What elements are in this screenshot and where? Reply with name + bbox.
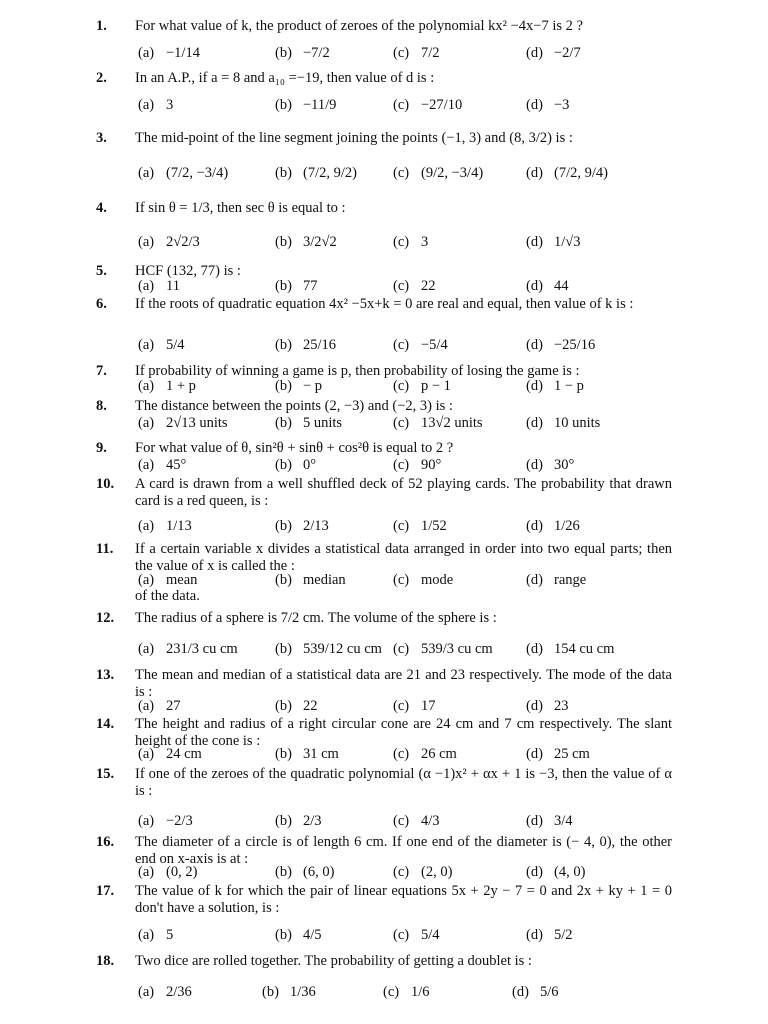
option-label: (a)	[138, 457, 155, 473]
question-number: 15.	[96, 766, 115, 782]
option-label: (b)	[275, 572, 292, 588]
option-a[interactable]	[138, 378, 196, 395]
option-label: (a)	[138, 864, 155, 880]
question-number: 13.	[96, 667, 115, 683]
question-text: If sin θ = 1/3, then sec θ is equal to :	[135, 200, 346, 216]
option-label: (d)	[526, 457, 543, 473]
question-number: 5.	[96, 263, 107, 279]
option-label: (d)	[526, 572, 543, 588]
option-value: (4, 0)	[554, 864, 586, 880]
option-d[interactable]	[526, 804, 573, 838]
option-value: 13√2 units	[421, 415, 483, 431]
option-value: median	[303, 572, 346, 588]
option-a[interactable]	[138, 804, 193, 838]
question-text: The value of k for which the pair of linear equations 5x + 2y − 7 = 0 and 2x + ky + 1 = 0 don't have a solution, is :	[135, 883, 672, 916]
option-d[interactable]	[526, 328, 595, 362]
option-label: (d)	[526, 336, 543, 353]
option-label: (d)	[526, 812, 543, 829]
option-a[interactable]	[138, 415, 228, 432]
option-b[interactable]	[275, 378, 322, 395]
option-c[interactable]	[393, 918, 440, 952]
option-value: 1/√3	[554, 233, 581, 250]
option-b[interactable]	[275, 864, 334, 881]
question-number: 16.	[96, 834, 115, 850]
option-label: (b)	[275, 457, 292, 473]
option-value: (7/2, 9/4)	[554, 164, 608, 181]
option-a[interactable]	[138, 632, 238, 666]
option-label: (d)	[526, 640, 543, 657]
option-label: (a)	[138, 572, 155, 588]
option-c[interactable]	[393, 156, 483, 190]
option-value: −3	[554, 96, 570, 113]
option-c[interactable]	[393, 746, 457, 763]
option-value: −27/10	[421, 96, 463, 113]
question-number: 1.	[96, 18, 107, 34]
question-text: The height and radius of a right circular cone are 24 cm and 7 cm respectively. The slant height of the cone is :	[135, 716, 672, 749]
option-value: 3	[421, 233, 429, 250]
option-c[interactable]	[393, 225, 428, 259]
option-c[interactable]	[393, 864, 452, 881]
question-number: 12.	[96, 610, 115, 626]
question-text: Two dice are rolled together. The probability of getting a doublet is :	[135, 953, 532, 969]
option-value: 2√13 units	[166, 415, 228, 431]
option-c[interactable]	[393, 328, 448, 362]
option-label: (a)	[138, 233, 155, 250]
option-label: (c)	[393, 44, 410, 61]
option-label: (c)	[393, 926, 410, 943]
option-label: (d)	[526, 164, 543, 181]
option-b[interactable]	[275, 509, 329, 543]
option-value: −1/14	[166, 44, 200, 61]
option-value: 5/2	[554, 926, 573, 943]
option-label: (d)	[526, 415, 543, 431]
option-label: (b)	[275, 96, 292, 113]
option-label: (c)	[393, 517, 410, 534]
option-c[interactable]	[393, 415, 483, 432]
option-value: 5/6	[540, 983, 559, 1000]
option-value: 5 units	[303, 415, 343, 431]
option-label: (c)	[393, 378, 410, 394]
question-number: 17.	[96, 883, 115, 899]
option-label: (c)	[393, 864, 410, 880]
option-value: 90°	[421, 457, 442, 473]
option-c[interactable]	[383, 975, 430, 1009]
option-value: 0°	[303, 457, 317, 473]
option-d[interactable]	[526, 918, 573, 952]
question-trailing-text: of the data.	[135, 588, 200, 604]
option-value: 3/4	[554, 812, 573, 829]
option-value: (2, 0)	[421, 864, 453, 880]
option-value: 25/16	[303, 336, 337, 353]
option-value: 31 cm	[303, 746, 339, 762]
option-b[interactable]	[275, 804, 322, 838]
option-value: −7/2	[303, 44, 330, 61]
option-c[interactable]	[393, 632, 493, 666]
option-label: (d)	[526, 926, 543, 943]
option-label: (c)	[393, 640, 410, 657]
option-value: 77	[303, 278, 318, 294]
option-label: (d)	[526, 233, 543, 250]
option-value: 3	[166, 96, 174, 113]
option-label: (b)	[275, 233, 292, 250]
option-c[interactable]	[393, 278, 436, 295]
option-value: −2/3	[166, 812, 193, 829]
option-value: 24 cm	[166, 746, 202, 762]
option-value: 2/36	[166, 983, 192, 1000]
question-number: 6.	[96, 296, 107, 312]
option-value: 7/2	[421, 44, 440, 61]
option-c[interactable]	[393, 804, 440, 838]
option-a[interactable]	[138, 225, 200, 259]
option-label: (a)	[138, 983, 155, 1000]
option-b[interactable]	[275, 156, 357, 190]
option-label: (b)	[275, 164, 292, 181]
option-d[interactable]	[526, 509, 580, 543]
option-value: 25 cm	[554, 746, 590, 762]
option-value: p − 1	[421, 378, 451, 394]
question-text: If one of the zeroes of the quadratic polynomial (α −1)x² + αx + 1 is −3, then the value of α is :	[135, 766, 672, 799]
option-d[interactable]	[526, 378, 584, 395]
option-label: (c)	[393, 336, 410, 353]
option-value: 1/6	[411, 983, 430, 1000]
option-label: (a)	[138, 746, 155, 762]
question-text: HCF (132, 77) is :	[135, 263, 241, 279]
option-value: 22	[421, 278, 436, 294]
option-label: (b)	[275, 926, 292, 943]
option-value: 154 cu cm	[554, 640, 615, 657]
option-label: (a)	[138, 96, 155, 113]
option-d[interactable]	[526, 156, 608, 190]
option-b[interactable]	[275, 225, 337, 259]
option-value: (7/2, −3/4)	[166, 164, 229, 181]
option-value: 26 cm	[421, 746, 457, 762]
option-label: (a)	[138, 336, 155, 353]
option-d[interactable]	[526, 864, 585, 881]
option-label: (c)	[393, 746, 410, 762]
option-value: 539/12 cu cm	[303, 640, 382, 657]
option-b[interactable]	[275, 415, 342, 432]
option-a[interactable]	[138, 328, 185, 362]
question-number: 18.	[96, 953, 115, 969]
option-d[interactable]	[526, 746, 590, 763]
option-label: (d)	[526, 44, 543, 61]
option-label: (c)	[393, 698, 410, 714]
option-value: 539/3 cu cm	[421, 640, 493, 657]
option-d[interactable]	[526, 88, 569, 122]
option-label: (b)	[275, 812, 292, 829]
question-text: If a certain variable x divides a statistical data arranged in order into two equal parts; then the value of x is called the :	[135, 541, 672, 574]
option-b[interactable]	[275, 632, 382, 666]
question-number: 2.	[96, 70, 107, 86]
question-number: 3.	[96, 130, 107, 146]
option-d[interactable]	[526, 415, 600, 432]
option-d[interactable]	[526, 632, 614, 666]
option-value: −25/16	[554, 336, 596, 353]
option-value: mode	[421, 572, 454, 588]
option-b[interactable]	[275, 457, 316, 474]
question-number: 7.	[96, 363, 107, 379]
option-value: 11	[166, 278, 180, 294]
option-b[interactable]	[275, 698, 318, 715]
option-label: (a)	[138, 698, 155, 714]
option-c[interactable]	[393, 88, 462, 122]
option-d[interactable]	[526, 225, 581, 259]
option-a[interactable]	[138, 746, 202, 763]
option-value: 44	[554, 278, 569, 294]
option-value: 23	[554, 698, 569, 714]
option-label: (c)	[393, 164, 410, 181]
question-number: 14.	[96, 716, 115, 732]
option-value: 27	[166, 698, 181, 714]
option-label: (b)	[275, 44, 292, 61]
option-value: (6, 0)	[303, 864, 335, 880]
option-label: (a)	[138, 640, 155, 657]
option-c[interactable]	[393, 457, 441, 474]
option-c[interactable]	[393, 36, 440, 70]
option-a[interactable]	[138, 457, 186, 474]
option-b[interactable]	[275, 278, 318, 295]
option-value: (7/2, 9/2)	[303, 164, 357, 181]
option-b[interactable]	[275, 328, 336, 362]
option-value: 2/13	[303, 517, 329, 534]
option-a[interactable]	[138, 918, 173, 952]
option-d[interactable]	[526, 457, 574, 474]
option-label: (c)	[393, 96, 410, 113]
question-text: In an A.P., if a = 8 and a₁₀ =−19, then value of d is :	[135, 70, 435, 86]
option-a[interactable]	[138, 975, 192, 1009]
option-value: 4/3	[421, 812, 440, 829]
question-number: 11.	[96, 541, 114, 557]
question-text: For what value of θ, sin²θ + sinθ + cos²θ is equal to 2 ?	[135, 440, 454, 456]
option-label: (b)	[275, 698, 292, 714]
option-c[interactable]	[393, 572, 453, 589]
option-value: range	[554, 572, 587, 588]
option-d[interactable]	[526, 698, 569, 715]
option-value: −11/9	[303, 96, 337, 113]
option-label: (d)	[526, 278, 543, 294]
option-label: (d)	[526, 517, 543, 534]
option-a[interactable]	[138, 88, 173, 122]
question-text: The diameter of a circle is of length 6 cm. If one end of the diameter is (− 4, 0), the other end on x-axis is at :	[135, 834, 672, 867]
option-label: (d)	[526, 378, 543, 394]
option-value: 1/52	[421, 517, 447, 534]
option-label: (d)	[526, 746, 543, 762]
option-value: 1 − p	[554, 378, 584, 394]
option-c[interactable]	[393, 378, 451, 395]
option-label: (d)	[526, 96, 543, 113]
option-label: (b)	[275, 746, 292, 762]
option-value: 22	[303, 698, 318, 714]
option-b[interactable]	[275, 88, 336, 122]
option-label: (b)	[275, 517, 292, 534]
option-label: (b)	[275, 336, 292, 353]
option-label: (b)	[262, 983, 279, 1000]
question-number: 9.	[96, 440, 107, 456]
option-label: (d)	[526, 698, 543, 714]
option-value: 30°	[554, 457, 575, 473]
option-value: 10 units	[554, 415, 601, 431]
option-d[interactable]	[526, 278, 569, 295]
option-a[interactable]	[138, 572, 197, 589]
option-value: 3/2√2	[303, 233, 337, 250]
option-value: − p	[303, 378, 323, 394]
option-value: 4/5	[303, 926, 322, 943]
option-a[interactable]	[138, 698, 181, 715]
question-number: 8.	[96, 398, 107, 414]
option-label: (b)	[275, 278, 292, 294]
option-label: (c)	[393, 233, 410, 250]
option-value: 5/4	[166, 336, 185, 353]
question-text: The radius of a sphere is 7/2 cm. The volume of the sphere is :	[135, 610, 497, 626]
option-label: (a)	[138, 517, 155, 534]
option-label: (b)	[275, 415, 292, 431]
question-text: The mid-point of the line segment joining the points (−1, 3) and (8, 3/2) is :	[135, 130, 573, 146]
option-label: (c)	[393, 572, 410, 588]
question-text: The distance between the points (2, −3) and (−2, 3) is :	[135, 398, 453, 414]
question-text: If probability of winning a game is p, then probability of losing the game is :	[135, 363, 580, 379]
question-text: A card is drawn from a well shuffled deck of 52 playing cards. The probability that drawn card is a red queen, is :	[135, 476, 672, 509]
option-value: 5	[166, 926, 174, 943]
option-value: 1/26	[554, 517, 580, 534]
option-value: −5/4	[421, 336, 448, 353]
option-value: mean	[166, 572, 198, 588]
option-a[interactable]	[138, 156, 228, 190]
option-value: (0, 2)	[166, 864, 198, 880]
option-label: (d)	[512, 983, 529, 1000]
option-label: (a)	[138, 44, 155, 61]
option-label: (c)	[393, 457, 410, 473]
option-a[interactable]	[138, 278, 180, 295]
option-label: (c)	[393, 812, 410, 829]
option-value: 1/13	[166, 517, 192, 534]
option-label: (c)	[393, 415, 410, 431]
option-b[interactable]	[275, 36, 330, 70]
option-label: (c)	[383, 983, 400, 1000]
option-label: (a)	[138, 378, 155, 394]
option-value: 2√2/3	[166, 233, 200, 250]
option-value: 231/3 cu cm	[166, 640, 238, 657]
option-label: (c)	[393, 278, 410, 294]
option-value: 5/4	[421, 926, 440, 943]
option-b[interactable]	[275, 918, 322, 952]
question-text: The mean and median of a statistical data are 21 and 23 respectively. The mode of the data is :	[135, 667, 672, 700]
option-label: (b)	[275, 864, 292, 880]
option-a[interactable]	[138, 36, 200, 70]
question-number: 10.	[96, 476, 115, 492]
option-label: (a)	[138, 415, 155, 431]
option-d[interactable]	[526, 36, 581, 70]
option-c[interactable]	[393, 698, 436, 715]
option-c[interactable]	[393, 509, 447, 543]
option-label: (a)	[138, 812, 155, 829]
option-value: 1/36	[290, 983, 316, 1000]
question-number: 4.	[96, 200, 107, 216]
option-a[interactable]	[138, 864, 197, 881]
option-b[interactable]	[275, 572, 346, 589]
option-value: (9/2, −3/4)	[421, 164, 484, 181]
question-text: For what value of k, the product of zeroes of the polynomial kx² −4x−7 is 2 ?	[135, 18, 583, 34]
option-label: (d)	[526, 864, 543, 880]
option-value: 1 + p	[166, 378, 196, 394]
option-d[interactable]	[526, 572, 586, 589]
option-value: 45°	[166, 457, 187, 473]
option-label: (b)	[275, 378, 292, 394]
option-b[interactable]	[275, 746, 339, 763]
option-label: (a)	[138, 164, 155, 181]
option-label: (a)	[138, 926, 155, 943]
option-value: −2/7	[554, 44, 581, 61]
option-value: 2/3	[303, 812, 322, 829]
question-text: If the roots of quadratic equation 4x² −5x+k = 0 are real and equal, then value of k is :	[135, 296, 634, 312]
option-b[interactable]	[262, 975, 316, 1009]
option-d[interactable]	[512, 975, 559, 1009]
option-a[interactable]	[138, 509, 192, 543]
option-value: 17	[421, 698, 436, 714]
option-label: (a)	[138, 278, 155, 294]
option-label: (b)	[275, 640, 292, 657]
